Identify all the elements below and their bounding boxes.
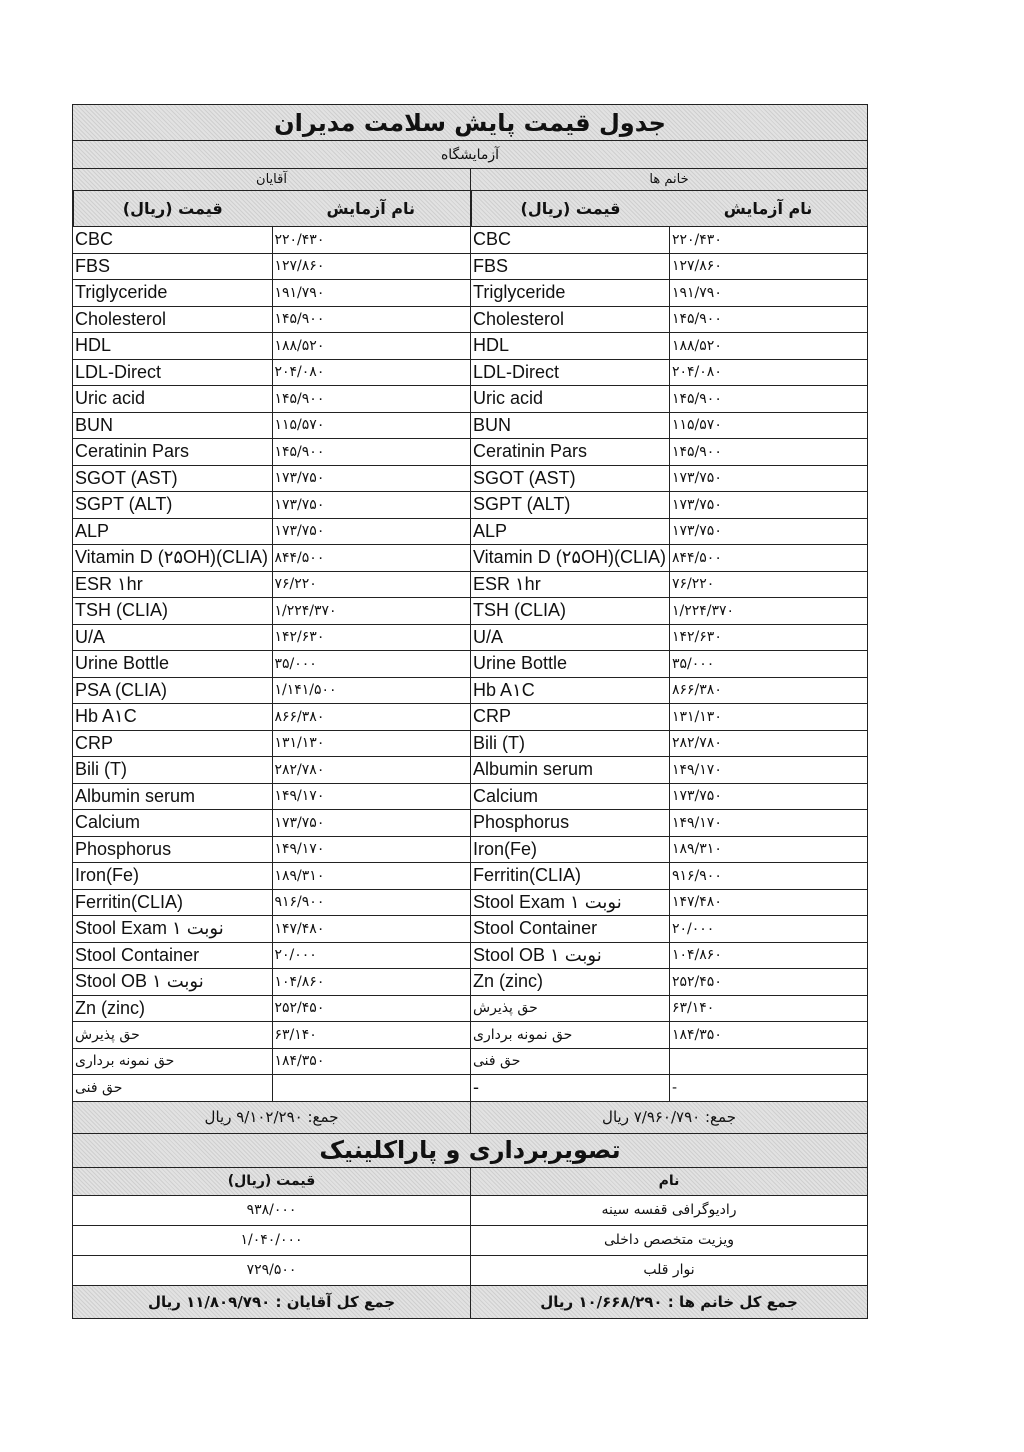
table-row [73,519,867,546]
women-row-half [470,810,867,836]
table-row [73,227,867,254]
test-price: ۲۰۴/۰۸۰ [669,360,867,386]
test-name: Calcium [75,812,141,833]
test-name: Iron(Fe) [473,838,538,859]
test-name: HDL [473,335,510,356]
table-row [73,625,867,652]
test-price: ۱۱۵/۵۷۰ [669,413,867,439]
women-row-half [470,439,867,465]
test-price: ۱۴۵/۹۰۰ [272,307,471,333]
imaging-name: نوار قلب [470,1256,867,1285]
test-name: Zn (zinc) [75,997,146,1018]
test-price: ۱۸۹/۳۱۰ [272,863,471,889]
test-price: ۲۸۲/۷۸۰ [272,757,471,783]
table-row [73,916,867,943]
gender-header-row [73,169,867,191]
women-row-half [470,651,867,677]
women-row-half [470,386,867,412]
test-price: ۳۵/۰۰۰ [669,651,867,677]
women-row-half [470,466,867,492]
men-col-name: نام آزمایش [326,199,416,218]
test-price: ۲۰/۰۰۰ [669,916,867,942]
table-row [73,784,867,811]
test-price: ۱۴۹/۱۷۰ [669,810,867,836]
test-name: SGPT (ALT) [473,494,571,515]
test-price: ۲۵۲/۴۵۰ [669,969,867,995]
table-row [73,1022,867,1049]
test-price: ۹۱۶/۹۰۰ [272,890,471,916]
test-price [669,1049,867,1075]
men-row-half [73,704,470,730]
lab-section-title: آزمایشگاه [73,141,867,169]
test-price: ۳۵/۰۰۰ [272,651,471,677]
test-price: ۸۶۶/۳۸۰ [669,678,867,704]
test-name: Hb A۱C [473,679,535,700]
test-price: ۷۶/۲۲۰ [669,572,867,598]
women-header [470,191,867,226]
test-price: ۸۴۴/۵۰۰ [669,545,867,571]
test-name: LDL-Direct [75,361,162,382]
women-row-half [470,678,867,704]
men-row-half [73,784,470,810]
test-name: BUN [75,414,114,435]
men-row-half [73,969,470,995]
table-row [73,254,867,281]
test-price: ۱۸۸/۵۲۰ [272,333,471,359]
test-name: Uric acid [473,388,544,409]
test-name: CBC [75,229,114,250]
test-price: ۱۹۱/۷۹۰ [669,280,867,306]
test-price: ۱۷۳/۷۵۰ [669,519,867,545]
women-row-half [470,598,867,624]
test-price: ۱۴۵/۹۰۰ [669,386,867,412]
women-row-half [470,333,867,359]
test-name: LDL-Direct [473,361,560,382]
table-row [73,545,867,572]
men-row-half [73,890,470,916]
test-name: ESR ۱hr [75,573,143,594]
imaging-name: ویزیت متخصص داخلی [470,1226,867,1255]
imaging-price: ۱/۰۴۰/۰۰۰ [240,1232,303,1248]
test-name: Phosphorus [75,838,172,859]
test-name: Hb A۱C [75,706,137,727]
test-price: ۹۱۶/۹۰۰ [669,863,867,889]
women-row-half [470,572,867,598]
test-name: Urine Bottle [473,653,568,674]
women-row-half [470,731,867,757]
test-price: ۱۱۵/۵۷۰ [272,413,471,439]
table-row [73,890,867,917]
women-row-half [470,492,867,518]
test-price: - [669,1075,867,1101]
table-row [73,731,867,758]
test-price: ۱۸۸/۵۲۰ [669,333,867,359]
men-row-half [73,307,470,333]
men-row-half [73,943,470,969]
test-name: - [473,1077,479,1098]
men-row-half [73,519,470,545]
test-name: حق پذیرش [75,1026,140,1043]
table-row [73,280,867,307]
test-price: ۱۹۱/۷۹۰ [272,280,471,306]
test-price: ۱۴۷/۴۸۰ [272,916,471,942]
table-row [73,1049,867,1076]
test-price: ۱۷۳/۷۵۰ [272,810,471,836]
test-price: ۱۴۷/۴۸۰ [669,890,867,916]
table-row [73,307,867,334]
test-price: ۲۰/۰۰۰ [272,943,471,969]
imaging-col-name: نام [470,1168,867,1195]
test-name: Calcium [473,785,539,806]
test-price: ۱۲۷/۸۶۰ [669,254,867,280]
test-name: Cholesterol [473,308,565,329]
women-row-half [470,1049,867,1075]
women-col-name: نام آزمایش [723,199,813,218]
test-name: Ferritin(CLIA) [75,891,184,912]
women-row-half [470,280,867,306]
test-price: ۱۴۹/۱۷۰ [669,757,867,783]
men-row-half [73,651,470,677]
test-name: Stool Container [473,918,598,939]
test-name: FBS [75,255,111,276]
table-row [73,598,867,625]
test-name: ALP [473,520,508,541]
test-price: ۱۴۹/۱۷۰ [272,837,471,863]
test-price: ۱۸۹/۳۱۰ [669,837,867,863]
test-name: SGPT (ALT) [75,494,173,515]
test-name: ESR ۱hr [473,573,541,594]
test-price: ۱۷۳/۷۵۰ [272,466,471,492]
imaging-price: ۹۳۸/۰۰۰ [246,1202,297,1218]
test-name: Phosphorus [473,812,570,833]
men-row-half [73,254,470,280]
lab-rows [73,227,867,1102]
women-row-half [470,360,867,386]
women-row-half [470,943,867,969]
test-price: ۱۷۳/۷۵۰ [669,466,867,492]
test-price: ۱۲۷/۸۶۰ [272,254,471,280]
women-row-half [470,519,867,545]
women-row-half [470,890,867,916]
test-name: HDL [75,335,112,356]
test-price: ۱۸۴/۳۵۰ [272,1049,471,1075]
test-name: SGOT (AST) [75,467,178,488]
test-name: حق فنی [75,1079,123,1096]
test-name: U/A [473,626,504,647]
test-name: TSH (CLIA) [75,600,169,621]
men-row-half [73,863,470,889]
table-row [73,413,867,440]
men-row-half [73,1075,470,1101]
test-price: ۱/۲۲۴/۳۷۰ [272,598,471,624]
men-row-half [73,439,470,465]
test-price: ۱۷۳/۷۵۰ [669,492,867,518]
test-name: BUN [473,414,512,435]
men-total: جمع کل آقایان : ۱۱/۸۰۹/۷۹۰ ریال [147,1292,396,1311]
women-row-half [470,413,867,439]
men-row-half [73,386,470,412]
test-price: ۱۴۲/۶۳۰ [669,625,867,651]
test-price: ۱۸۴/۳۵۰ [669,1022,867,1048]
table-row [73,757,867,784]
test-name: Stool OB ۱ نوبت [75,971,204,992]
test-name: PSA (CLIA) [75,679,168,700]
test-price: ۲۲۰/۴۳۰ [272,227,471,253]
table-row [73,333,867,360]
test-name: Ceratinin Pars [75,441,190,462]
test-name: Ferritin(CLIA) [473,865,582,886]
test-price: ۲۸۲/۷۸۰ [669,731,867,757]
test-name: حق پذیرش [473,1000,538,1017]
test-name: حق نمونه برداری [75,1053,175,1070]
test-name: Albumin serum [473,759,594,780]
test-price: ۱۳۱/۱۳۰ [272,731,471,757]
test-name: TSH (CLIA) [473,600,567,621]
table-row [73,969,867,996]
women-row-half [470,625,867,651]
women-sum: جمع: ۷/۹۶۰/۷۹۰ ریال [470,1102,867,1133]
test-price: ۱۴۵/۹۰۰ [669,439,867,465]
table-row [73,996,867,1023]
test-name: Zn (zinc) [473,971,544,992]
table-row [73,810,867,837]
grand-total-row [73,1286,867,1318]
table-row [73,704,867,731]
women-row-half [470,307,867,333]
table-row [73,466,867,493]
test-price: ۲۰۴/۰۸۰ [272,360,471,386]
test-name: Vitamin D (۲۵OH)(CLIA) [473,547,667,568]
imaging-row [73,1196,867,1226]
test-name: CRP [473,706,512,727]
table-row [73,651,867,678]
men-row-half [73,731,470,757]
test-name: Triglyceride [75,282,168,303]
women-row-half [470,1075,867,1101]
test-name: ALP [75,520,110,541]
women-row-half [470,784,867,810]
men-row-half [73,1049,470,1075]
men-row-half [73,837,470,863]
men-row-half [73,678,470,704]
test-price: ۱۴۹/۱۷۰ [272,784,471,810]
test-name: Stool Exam ۱ نوبت [473,891,622,912]
table-row [73,678,867,705]
test-price [272,1075,471,1101]
test-name: Cholesterol [75,308,167,329]
men-row-half [73,916,470,942]
test-price: ۲۲۰/۴۳۰ [669,227,867,253]
table-row [73,863,867,890]
men-row-half [73,810,470,836]
women-col-price: قیمت (ریال) [471,191,669,226]
imaging-rows [73,1196,867,1286]
table-row [73,439,867,466]
men-row-half [73,757,470,783]
men-row-half [73,572,470,598]
women-row-half [470,757,867,783]
test-price: ۱۷۳/۷۵۰ [272,492,471,518]
test-name: Stool OB ۱ نوبت [473,944,602,965]
test-name: CBC [473,229,512,250]
test-name: Stool Container [75,944,200,965]
test-price: ۱۴۵/۹۰۰ [272,386,471,412]
imaging-name: رادیوگرافی قفسه سینه [470,1196,867,1225]
imaging-row [73,1256,867,1286]
women-row-half [470,227,867,253]
test-price: ۱۰۴/۸۶۰ [669,943,867,969]
men-col-price: قیمت (ریال) [73,191,272,226]
table-row [73,492,867,519]
table-row [73,1075,867,1102]
test-price: ۱۷۳/۷۵۰ [669,784,867,810]
imaging-col-price: قیمت (ریال) [227,1173,316,1189]
men-sum: جمع: ۹/۱۰۲/۲۹۰ ریال [204,1108,339,1126]
test-name: FBS [473,255,509,276]
men-row-half [73,360,470,386]
lab-sum-row [73,1102,867,1134]
test-name: Uric acid [75,388,146,409]
table-row [73,360,867,387]
test-price: ۱۴۲/۶۳۰ [272,625,471,651]
price-table [72,104,868,1319]
column-header-row [73,191,867,227]
test-name: SGOT (AST) [473,467,576,488]
women-row-half [470,996,867,1022]
women-row-half [470,545,867,571]
test-price: ۶۳/۱۴۰ [272,1022,471,1048]
test-price: ۱۴۵/۹۰۰ [272,439,471,465]
test-name: U/A [75,626,106,647]
women-total: جمع کل خانم ها : ۱۰/۶۶۸/۲۹۰ ریال [470,1286,867,1318]
women-row-half [470,254,867,280]
men-row-half [73,1022,470,1048]
imaging-header-row [73,1168,867,1196]
table-row [73,837,867,864]
women-row-half [470,837,867,863]
table-row [73,572,867,599]
test-name: CRP [75,732,114,753]
table-row [73,386,867,413]
test-name: Bili (T) [75,759,127,780]
test-name: Ceratinin Pars [473,441,588,462]
women-row-half [470,916,867,942]
test-price: ۸۶۶/۳۸۰ [272,704,471,730]
test-price: ۱۷۳/۷۵۰ [272,519,471,545]
test-price: ۱/۲۲۴/۳۷۰ [669,598,867,624]
men-row-half [73,466,470,492]
test-price: ۱۴۵/۹۰۰ [669,307,867,333]
test-name: حق فنی [473,1053,521,1070]
women-row-half [470,863,867,889]
test-price: ۷۶/۲۲۰ [272,572,471,598]
men-header [73,191,470,226]
test-name: Iron(Fe) [75,865,140,886]
test-price: ۱/۱۴۱/۵۰۰ [272,678,471,704]
women-row-half [470,969,867,995]
men-row-half [73,333,470,359]
test-name: Triglyceride [473,282,566,303]
women-label: خانم ها [470,169,867,190]
test-price: ۲۵۲/۴۵۰ [272,996,471,1022]
women-row-half [470,1022,867,1048]
men-row-half [73,280,470,306]
test-price: ۱۰۴/۸۶۰ [272,969,471,995]
test-name: Albumin serum [75,785,196,806]
imaging-row [73,1226,867,1256]
table-row [73,943,867,970]
men-row-half [73,598,470,624]
men-row-half [73,492,470,518]
men-row-half [73,413,470,439]
men-row-half [73,625,470,651]
men-row-half [73,996,470,1022]
test-name: Stool Exam ۱ نوبت [75,918,224,939]
test-price: ۸۴۴/۵۰۰ [272,545,471,571]
test-name: Bili (T) [473,732,525,753]
women-row-half [470,704,867,730]
page-title: جدول قیمت پایش سلامت مدیران [73,105,867,141]
imaging-price: ۷۲۹/۵۰۰ [246,1262,297,1278]
test-name: Vitamin D (۲۵OH)(CLIA) [75,547,269,568]
test-name: Urine Bottle [75,653,170,674]
test-price: ۱۳۱/۱۳۰ [669,704,867,730]
test-price: ۶۳/۱۴۰ [669,996,867,1022]
men-label: آقایان [256,172,287,187]
imaging-title: تصویربرداری و پاراکلینیک [73,1134,867,1168]
men-row-half [73,545,470,571]
test-name: حق نمونه برداری [473,1026,573,1043]
men-row-half [73,227,470,253]
